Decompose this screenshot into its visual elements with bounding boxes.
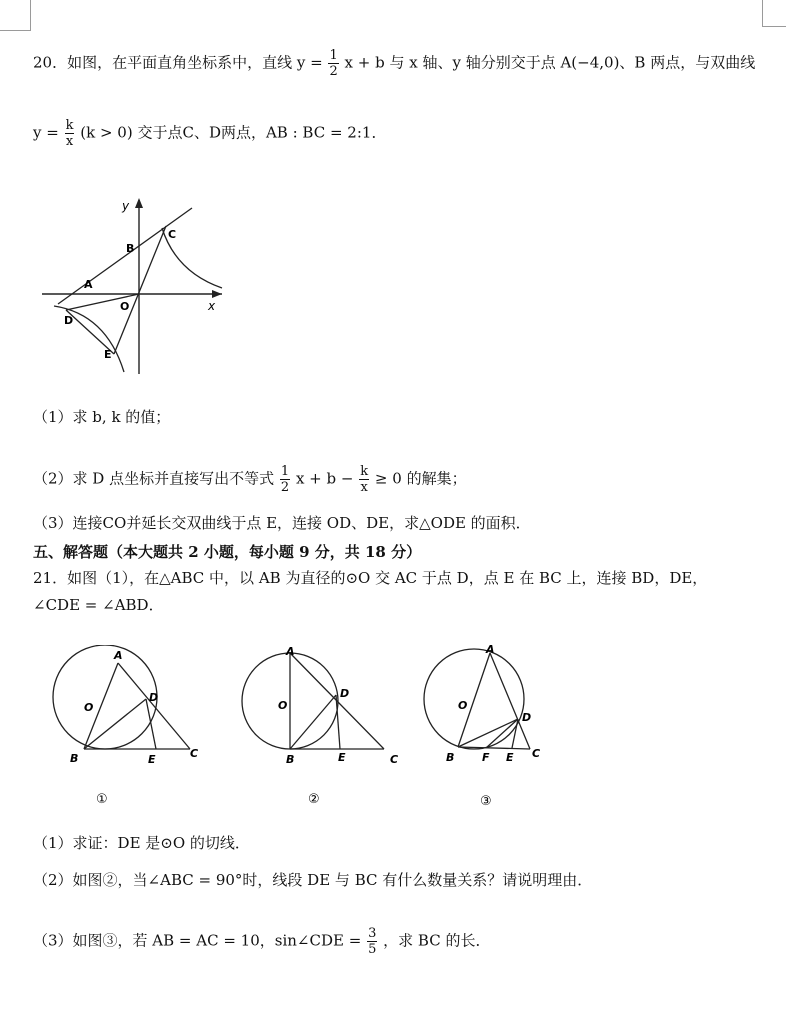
x-axis-arrow-icon (212, 290, 222, 298)
label-b: B (70, 752, 79, 765)
label-e: E (338, 751, 346, 764)
section-heading: 五、解答题（本大题共 2 小题，每小题 9 分，共 18 分） (33, 543, 422, 561)
q20-stem-text-a: 20．如图，在平面直角坐标系中，直线 y = (33, 53, 323, 72)
label-o: O (458, 699, 468, 712)
figure-number-2: ② (308, 792, 320, 807)
label-o: O (278, 699, 288, 712)
label-f: F (482, 751, 490, 764)
fraction-denominator: x (65, 134, 74, 149)
fraction-numerator: 1 (329, 48, 338, 63)
label-a: A (486, 645, 495, 656)
fraction-denominator: 2 (280, 480, 290, 495)
q20-stem-text-c: (k > 0) 交于点C、D两点，AB : BC = 2:1． (80, 123, 387, 142)
q21-sub1: （1）求证：DE 是⊙O 的切线． (33, 834, 250, 852)
label-d: D (522, 711, 532, 724)
q20-sub2-mid: x + b − (295, 469, 354, 488)
q21-sub3-post: ，求 BC 的长． (383, 931, 491, 950)
label-b: B (286, 753, 295, 766)
q20-sub2-half-fraction (280, 464, 290, 495)
label-x: x (208, 299, 216, 313)
label-b: B (126, 242, 135, 255)
fraction-numerator: k (360, 464, 369, 479)
segment-bd (458, 719, 518, 747)
label-a: A (286, 645, 295, 658)
q21-figure-2 (238, 645, 408, 810)
fraction-numerator: 1 (280, 464, 290, 479)
q20-sub3: （3）连接CO并延长交双曲线于点 E，连接 OD、DE，求△ODE 的面积． (33, 514, 531, 532)
q21-sub3 (33, 926, 490, 957)
segment-bd (290, 695, 336, 749)
q20-stem-text-b: x + b 与 x 轴、y 轴分别交于点 A(−4,0)、B 两点，与双曲线 (344, 53, 756, 72)
fraction-numerator: k (65, 118, 74, 133)
page-corner-mark-left (0, 0, 31, 31)
fraction-denominator: 2 (329, 64, 338, 79)
fraction-denominator: 5 (368, 942, 377, 957)
q21-sub2: （2）如图②，当∠ABC = 90°时，线段 DE 与 BC 有什么数量关系？请说明理由． (33, 871, 593, 889)
label-d: D (340, 687, 350, 700)
q20-sub2-pre: （2）求 D 点坐标并直接写出不等式 (33, 469, 275, 488)
q20-y-eq: y = (33, 123, 59, 142)
fraction-denominator: x (360, 480, 368, 495)
label-a: A (114, 649, 123, 662)
q21-sub3-fraction (367, 926, 377, 957)
label-e: E (104, 348, 112, 361)
fraction-numerator: 3 (368, 926, 377, 941)
q21-stem-line2: ∠CDE = ∠ABD． (33, 596, 164, 614)
label-b: B (446, 751, 455, 764)
line-ab (58, 208, 192, 304)
label-y: y (122, 199, 130, 213)
figure-number-3: ③ (480, 794, 492, 809)
q20-half-fraction (328, 48, 338, 79)
q21-figure-1 (40, 645, 210, 810)
page-corner-mark-right (762, 0, 786, 27)
label-c: C (190, 747, 199, 760)
q20-coordinate-figure (36, 190, 236, 376)
q20-sub2-post: ≥ 0 的解集； (374, 469, 467, 488)
q20-sub1: （1）求 b, k 的值； (33, 408, 171, 426)
q20-sub2-k-fraction (359, 464, 369, 495)
label-a: A (84, 278, 93, 291)
label-o: O (84, 701, 94, 714)
q21-stem-line1: 21．如图（1），在△ABC 中，以 AB 为直径的⊙O 交 AC 于点 D，点 E 在 BC 上，连接 BD，DE， (33, 569, 708, 587)
q20-k-fraction (65, 118, 75, 149)
label-c: C (532, 747, 541, 760)
label-d: D (149, 691, 159, 704)
q21-sub3-pre: （3）如图③，若 AB = AC = 10，sin∠CDE = (33, 931, 362, 950)
label-e: E (506, 751, 514, 764)
label-e: E (148, 753, 156, 766)
label-o: O (120, 300, 130, 313)
label-c: C (168, 228, 177, 241)
q20-stem-line2 (33, 118, 386, 149)
label-c: C (390, 753, 399, 766)
y-axis-arrow-icon (135, 198, 143, 208)
q21-figure-3 (420, 645, 560, 810)
q20-sub2 (33, 464, 467, 495)
label-d: D (64, 314, 74, 327)
q20-stem-line1 (33, 48, 755, 79)
figure-number-1: ① (96, 792, 108, 807)
